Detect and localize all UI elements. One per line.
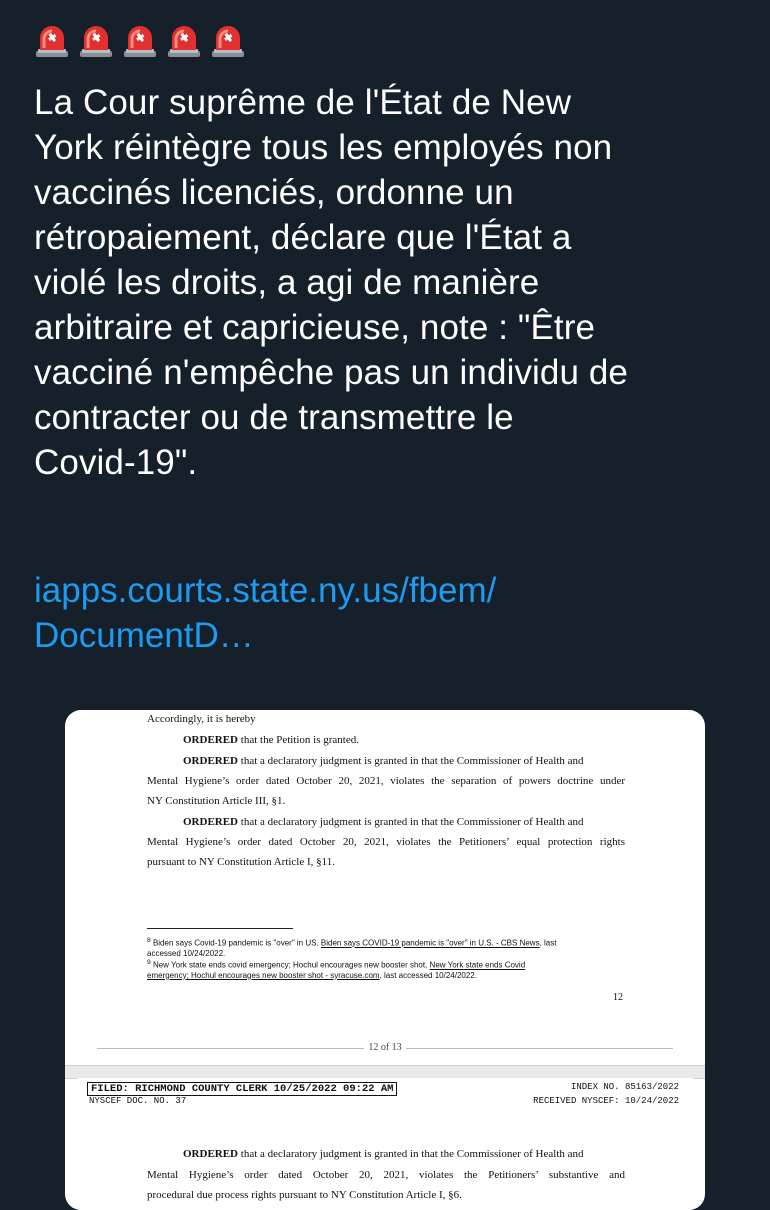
doc-line: Accordingly, it is hereby: [147, 713, 256, 725]
police-car-light-icon: [210, 24, 246, 58]
police-car-light-icon: [122, 24, 158, 58]
tweet-link[interactable]: iapps.courts.state.ny.us/fbem/ DocumentD…: [34, 571, 497, 655]
police-car-light-icon: [78, 24, 114, 58]
doc-line: Mental Hygiene’s order dated October 20, 2021, violates the separation of powers doctrine under: [147, 775, 625, 787]
police-car-light-icon: [34, 24, 70, 58]
footnote-9: $^9$ New York state ends covid emergency; Hochul encourages new booster shot, New York state ends Covid emergency; Hochul encourages new booster shot - syracuse.com, last accessed 10/24/2022.: [147, 959, 526, 980]
doc-line: ORDERED that a declaratory judgment is granted in that the Commissioner of Health and: [183, 755, 584, 767]
doc-line: ORDERED that a declaratory judgment is granted in that the Commissioner of Health and: [183, 1148, 584, 1160]
index-no: INDEX NO. 85163/2022: [570, 1082, 679, 1092]
page-footer: 12 of 13: [77, 1042, 693, 1053]
police-car-light-icon: [166, 24, 202, 58]
footnote-divider: [147, 928, 293, 929]
document-page-13: [77, 1078, 693, 1210]
doc-line: Mental Hygiene’s order dated October 20, 2021, violates the Petitioners’ substantive and: [147, 1169, 625, 1181]
received-date: RECEIVED NYSCEF: 10/24/2022: [533, 1096, 679, 1106]
doc-line: procedural due process rights pursuant to NY Constitution Article I, §6.: [147, 1189, 462, 1201]
doc-line: NY Constitution Article III, §1.: [147, 795, 286, 807]
nyscef-doc-no: NYSCEF DOC. NO. 37: [89, 1096, 187, 1106]
filed-stamp: FILED: RICHMOND COUNTY CLERK 10/25/2022 09:22 AM: [87, 1082, 397, 1096]
doc-line: pursuant to NY Constitution Article I, §11.: [147, 856, 336, 868]
doc-line: ORDERED that the Petition is granted.: [183, 734, 359, 746]
page-separator: [65, 1065, 705, 1079]
tweet-text: La Cour suprême de l'État de New York réintègre tous les employés non vaccinés licenciés, ordonne un rétropaiement, déclare que l'État a violé les droits, a agi de manière arbitraire et capricieuse, note : "Être vacciné n'empêche pas un individu de contracter ou de transmettre le Covid-19".: [34, 83, 629, 482]
tweet-media-image[interactable]: [65, 710, 705, 1210]
footnote-8: $^8$ Biden says Covid-19 pandemic is "over" in US. Biden says COVID-19 pandemic is "over" in U.S. - CBS News, last accessed 10/24/2022.: [147, 937, 557, 958]
doc-line: ORDERED that a declaratory judgment is granted in that the Commissioner of Health and: [183, 816, 584, 828]
emoji-row: [34, 24, 246, 58]
doc-line: Mental Hygiene’s order dated October 20, 2021, violates the Petitioners’ equal protection rights: [147, 836, 625, 848]
page-number: 12: [613, 992, 623, 1003]
document-page-12: [77, 710, 693, 1065]
